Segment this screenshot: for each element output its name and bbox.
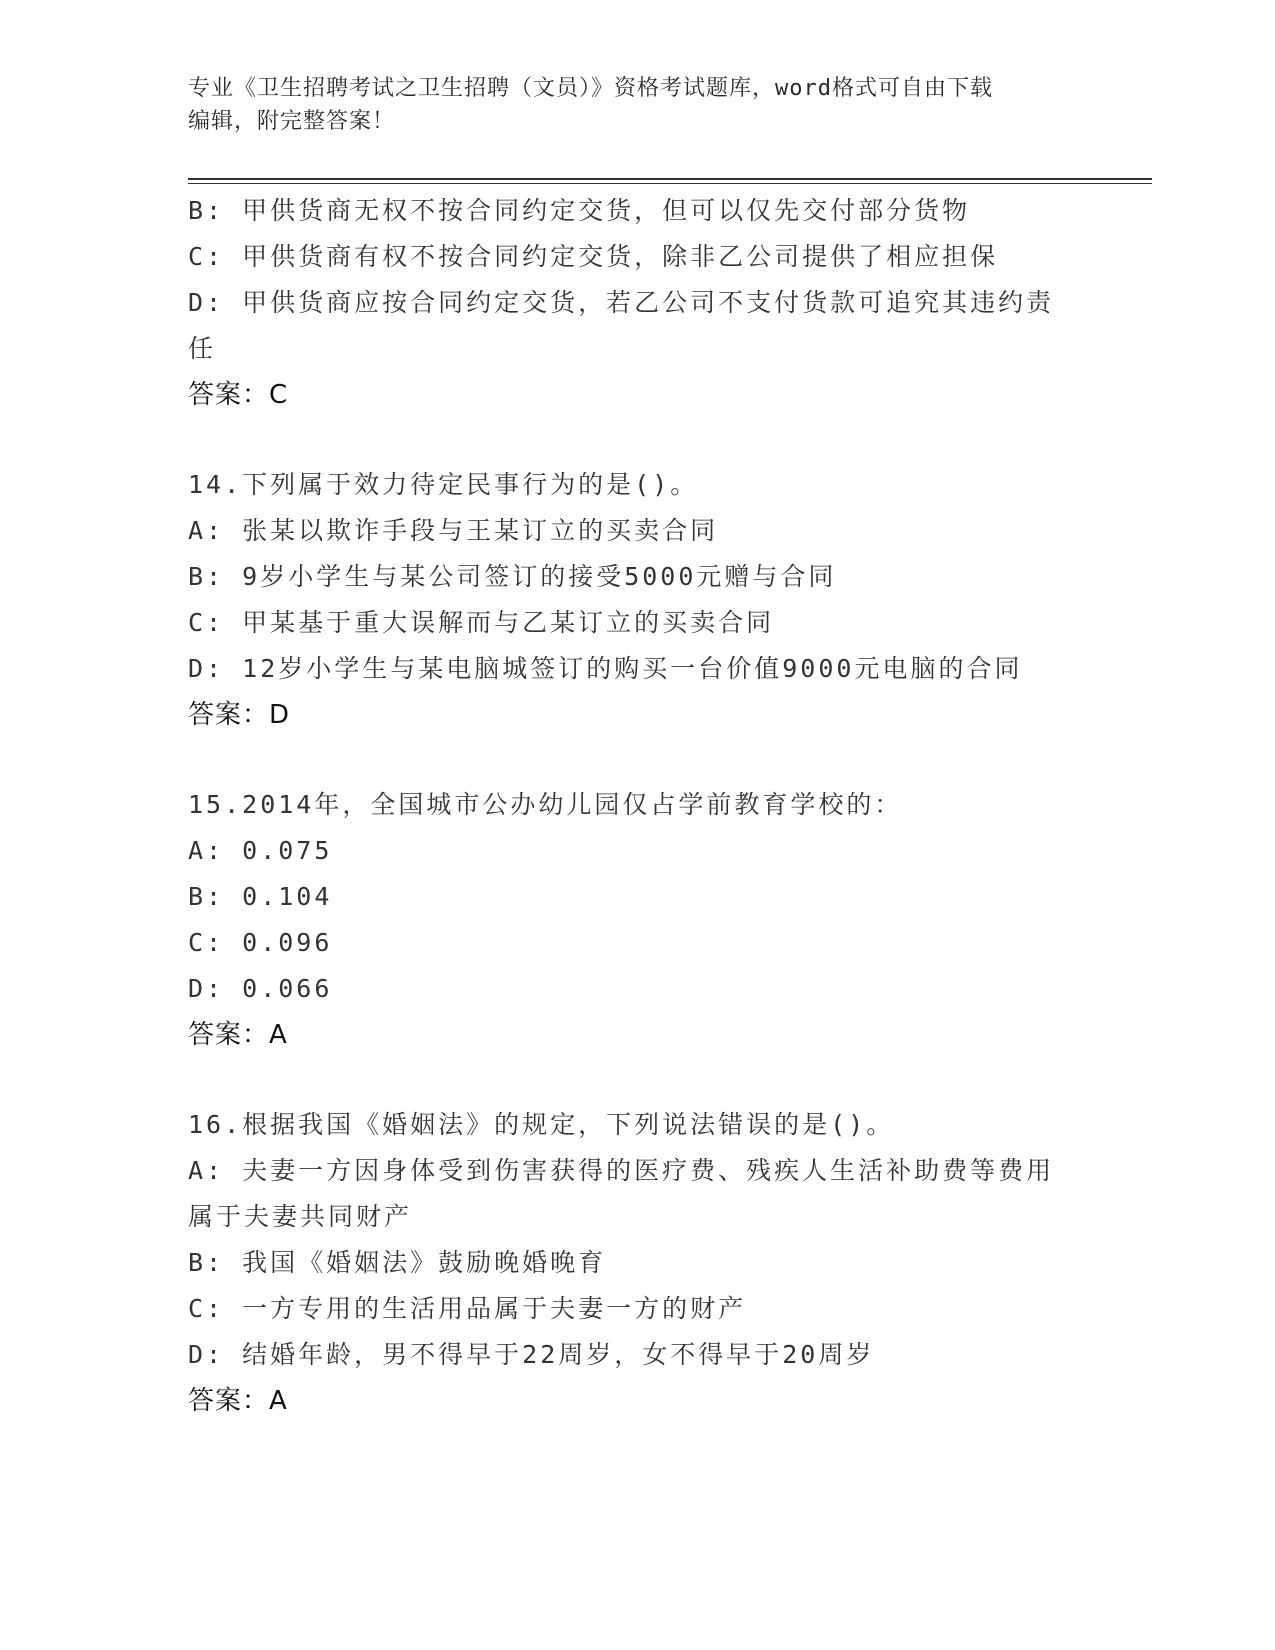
option-d-continued: 任 [188,334,217,363]
header-line-2: 编辑，附完整答案！ [188,109,396,134]
question-16 [188,1102,1088,1424]
question-stem: 14.下列属于效力待定民事行为的是()。 [188,470,699,499]
option-a: A: 张某以欺诈手段与王某订立的买卖合同 [188,516,719,545]
question-stem: 16.根据我国《婚姻法》的规定，下列说法错误的是()。 [188,1110,895,1139]
header-divider-thin [188,183,1152,184]
option-c: C: 一方专用的生活用品属于夫妻一方的财产 [188,1294,747,1323]
answer-label: 答案：A [188,1020,288,1050]
option-d: D: 12岁小学生与某电脑城签订的购买一台价值9000元电脑的合同 [188,654,1023,683]
answer-label: 答案：D [188,700,291,730]
header-divider-thick [188,178,1152,180]
option-d: D: 结婚年龄，男不得早于22周岁，女不得早于20周岁 [188,1340,875,1369]
option-d: D: 0.066 [188,974,333,1003]
option-c: C: 甲供货商有权不按合同约定交货，除非乙公司提供了相应担保 [188,242,999,271]
header-line-1: 专业《卫生招聘考试之卫生招聘（文员）》资格考试题库，word格式可自由下载 [188,76,993,101]
question-list [188,188,1088,1424]
question-14 [188,462,1088,738]
option-b: B: 甲供货商无权不按合同约定交货，但可以仅先交付部分货物 [188,196,971,225]
option-c: C: 甲某基于重大误解而与乙某订立的买卖合同 [188,608,775,637]
option-b: B: 我国《婚姻法》鼓励晚婚晚育 [188,1248,607,1277]
option-d: D: 甲供货商应按合同约定交货，若乙公司不支付货款可追究其违约责 [188,288,1055,317]
document-header [188,72,1088,138]
question-15 [188,782,1088,1058]
answer-label: 答案：C [188,380,289,410]
answer-label: 答案：A [188,1386,288,1416]
question-13-continued [188,188,1088,418]
option-c: C: 0.096 [188,928,333,957]
option-b: B: 9岁小学生与某公司签订的接受5000元赠与合同 [188,562,837,591]
option-b: B: 0.104 [188,882,333,911]
option-a: A: 夫妻一方因身体受到伤害获得的医疗费、残疾人生活补助费等费用 [188,1156,1055,1185]
option-a: A: 0.075 [188,836,333,865]
option-a-continued: 属于夫妻共同财产 [188,1202,413,1231]
question-stem: 15.2014年，全国城市公办幼儿园仅占学前教育学校的： [188,790,903,819]
